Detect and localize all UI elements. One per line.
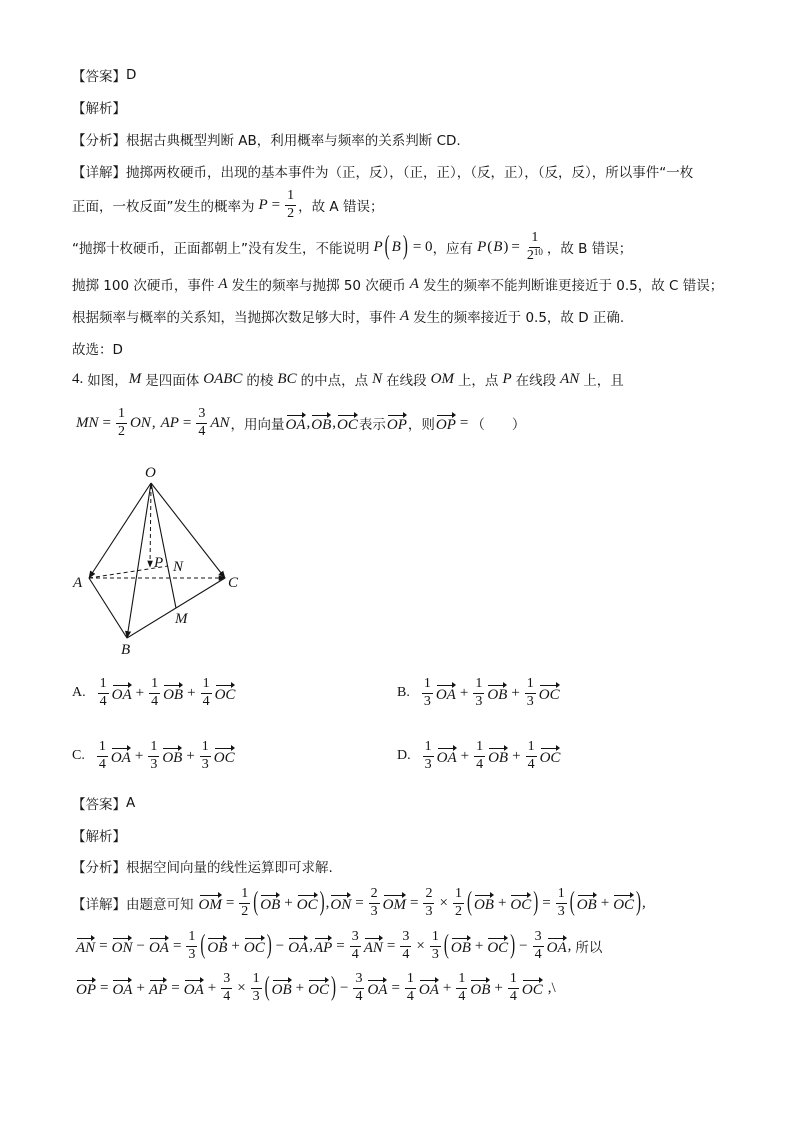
fraction — [221, 971, 232, 1004]
fraction-numerator: 1 — [556, 886, 567, 903]
detail-label: 【详解】 — [72, 165, 126, 181]
fraction — [400, 929, 411, 962]
right-paren: ) — [266, 930, 272, 960]
fraction-numerator: 1 — [423, 739, 434, 756]
stem-text: 在线段 — [515, 373, 557, 389]
fraction-denominator: 4 — [98, 756, 106, 772]
vector-om: OM — [199, 894, 222, 913]
stem-text: ，则 — [407, 417, 435, 433]
fraction — [369, 886, 380, 919]
fraction-denominator: 4 — [458, 988, 466, 1004]
fraction — [508, 971, 519, 1004]
plus-sign: + — [459, 684, 469, 701]
equals-sign: = — [459, 414, 469, 431]
choice-text: 故选：D — [72, 342, 123, 358]
fraction — [430, 929, 441, 962]
vector-term: OB — [162, 747, 182, 766]
equals-sign: = — [171, 979, 180, 996]
fraction — [423, 886, 434, 919]
stem-text: 在线段 — [386, 373, 427, 389]
fraction-denominator: 4 — [351, 946, 359, 962]
fraction-numerator: 2 — [369, 886, 380, 903]
fraction-numerator: 1 — [529, 230, 540, 247]
vector-ob: OB — [470, 979, 490, 998]
left-paren: ( — [253, 887, 259, 917]
left-paren: ( — [384, 231, 390, 261]
fraction-numerator: 1 — [508, 971, 519, 988]
fraction — [533, 929, 544, 962]
vector-term: OC — [539, 684, 560, 703]
fraction-numerator: 1 — [186, 929, 197, 946]
math-variable: P — [502, 370, 512, 387]
stem-text: ，用向量 — [230, 417, 285, 433]
fraction-denominator: 2 — [241, 903, 249, 919]
vector-ob: OB — [451, 937, 471, 956]
stem-text: 是四面体 — [145, 373, 200, 389]
right-paren: ) — [510, 930, 516, 960]
left-paren: ( — [264, 972, 270, 1002]
plus-sign: + — [187, 684, 196, 701]
fenxi-label: 【分析】 — [72, 860, 126, 876]
fraction-numerator: 3 — [221, 971, 232, 988]
plus-sign: + — [460, 747, 470, 764]
fraction-denominator: 3 — [423, 693, 431, 709]
fraction-denominator: 4 — [99, 693, 107, 709]
fraction-denominator: 4 — [151, 693, 159, 709]
vector-ob: OB — [260, 894, 280, 913]
fraction-denominator: 4 — [198, 423, 206, 439]
plus-sign: + — [134, 747, 144, 764]
vector-oa: OA — [367, 979, 387, 998]
fraction-numerator: 1 — [285, 188, 296, 205]
math-variable: AN — [560, 370, 580, 387]
fraction — [526, 739, 537, 772]
minus-sign: − — [339, 979, 349, 996]
fraction — [201, 676, 212, 709]
vector-ap: AP — [314, 937, 332, 956]
equals-sign: = — [511, 238, 520, 255]
answer-value: D — [126, 67, 137, 83]
fraction-denominator: 3 — [370, 903, 378, 919]
fraction-denominator: 4 — [509, 988, 517, 1004]
q4-detail-line-3 — [75, 968, 556, 1008]
vector-oc: OC — [613, 894, 634, 913]
vector-oa: OA — [112, 979, 132, 998]
vector-oa: OA — [419, 979, 439, 998]
vector-term: OC — [540, 747, 561, 766]
right-paren: ) — [533, 887, 539, 917]
vector-ap: AP — [149, 979, 167, 998]
fraction-denominator: 3 — [424, 756, 432, 772]
detail-text: ，故 B 错误； — [546, 241, 633, 257]
q4-fenxi-line — [72, 846, 333, 886]
comma: , — [567, 937, 572, 954]
option-label: D. — [397, 748, 411, 763]
math-variable: B — [493, 238, 503, 255]
comma: , — [642, 894, 646, 911]
minus-sign: − — [519, 937, 528, 954]
detail-text: 发生的频率接近于 0.5，故 D 正确. — [413, 310, 625, 326]
fraction — [239, 886, 250, 919]
vector-oa: OA — [149, 937, 169, 956]
equals-sign: = — [391, 979, 400, 996]
detail-text: 抛掷 100 次硬币，事件 — [72, 278, 215, 294]
vector-on: ON — [330, 894, 351, 913]
stem-text: 的中点，点 — [300, 373, 369, 389]
fraction-denominator: 3 — [526, 693, 534, 709]
left-paren: ( — [487, 238, 493, 255]
fraction — [196, 406, 207, 439]
equals-sign: = — [355, 894, 364, 911]
stem-text: 表示 — [358, 417, 386, 433]
q4-detail-line-1 — [72, 883, 646, 923]
vector-oc: OC — [297, 894, 318, 913]
fraction-numerator: 1 — [116, 406, 127, 423]
vector-op: OP — [76, 979, 96, 998]
math-expression: = 0 — [412, 238, 433, 255]
stem-text: 上，点 — [457, 373, 499, 389]
equals-sign: = — [336, 937, 345, 954]
fraction-numerator: 3 — [353, 971, 364, 988]
math-variable: AP — [160, 414, 179, 431]
fraction-denominator: 3 — [201, 756, 209, 772]
fraction-numerator: 3 — [196, 406, 207, 423]
fraction — [453, 886, 464, 919]
vector-oc: OC — [487, 937, 508, 956]
power-exponent: 10 — [533, 246, 543, 257]
edge-oa — [89, 483, 151, 578]
math-variable: P — [258, 196, 268, 213]
times-sign: × — [439, 894, 448, 911]
vector-term: OA — [112, 684, 132, 703]
answer-label: 【答案】 — [72, 797, 126, 813]
vector-oc: OC — [244, 937, 265, 956]
vector-oa: OA — [286, 414, 306, 433]
fraction-denominator: 3 — [475, 693, 483, 709]
detail-text: 正面，一枚反面”发生的概率为 — [72, 199, 255, 215]
minus-sign: − — [136, 937, 145, 954]
label-n: N — [173, 559, 184, 575]
fraction-numerator: 1 — [239, 886, 250, 903]
fraction — [474, 739, 485, 772]
q3-detail-line-3 — [72, 227, 632, 267]
times-sign: × — [416, 937, 425, 954]
question-number: 4. — [72, 370, 84, 387]
equals-sign: = — [386, 937, 396, 954]
plus-sign: + — [284, 894, 293, 911]
comma: , — [332, 414, 337, 431]
fraction — [148, 739, 159, 772]
label-b: B — [121, 642, 131, 658]
fraction-numerator: 2 — [423, 886, 434, 903]
segment-om — [151, 483, 176, 608]
vector-term: OC — [214, 747, 235, 766]
fraction — [285, 188, 296, 221]
right-paren: ) — [330, 972, 336, 1002]
option-d — [397, 736, 561, 776]
vector-ob: OB — [474, 894, 494, 913]
comma: , — [325, 894, 330, 911]
plus-sign: + — [474, 937, 484, 954]
math-variable: P — [373, 238, 383, 255]
minus-sign: − — [275, 937, 285, 954]
plus-sign: + — [497, 894, 507, 911]
q3-detail-line-5 — [72, 296, 624, 336]
vector-term: OA — [436, 684, 456, 703]
left-paren: ( — [443, 930, 449, 960]
label-o: O — [145, 465, 156, 481]
option-c — [72, 736, 236, 776]
fraction-denominator: 4 — [355, 988, 363, 1004]
left-paren: ( — [569, 887, 575, 917]
math-variable: B — [391, 238, 401, 255]
fraction-numerator: 1 — [526, 739, 537, 756]
fraction-denominator — [525, 248, 545, 264]
equals-sign: = — [542, 894, 551, 911]
fraction-numerator: 1 — [97, 739, 108, 756]
fraction-numerator: 1 — [251, 971, 262, 988]
answer-value: A — [126, 795, 136, 811]
jiexi-label: 【解析】 — [72, 101, 126, 117]
fraction-numerator: 1 — [453, 886, 464, 903]
math-variable: M — [128, 370, 142, 387]
fraction — [149, 676, 160, 709]
comma: , — [309, 937, 313, 954]
edge-ab — [89, 578, 127, 638]
fraction-numerator: 1 — [149, 676, 160, 693]
vector-on: ON — [112, 937, 133, 956]
plus-sign: + — [186, 747, 195, 764]
option-a — [72, 673, 236, 713]
fraction-denominator: 3 — [425, 903, 433, 919]
vector-oa: OA — [547, 937, 567, 956]
fraction-numerator: 1 — [201, 676, 212, 693]
q4-stem-line-1 — [72, 359, 624, 399]
fraction — [98, 676, 109, 709]
fraction — [456, 971, 467, 1004]
math-variable: MN — [76, 414, 99, 431]
vector-op: OP — [436, 414, 456, 433]
stem-text: 上，且 — [583, 373, 624, 389]
label-a: A — [73, 575, 83, 591]
fraction-denominator: 3 — [252, 988, 260, 1004]
option-label: C. — [72, 748, 85, 763]
plus-sign: + — [600, 894, 610, 911]
fraction-numerator: 3 — [350, 929, 361, 946]
math-variable: P — [477, 238, 487, 255]
math-variable: N — [372, 370, 383, 387]
plus-sign: + — [295, 979, 305, 996]
detail-text: ，故 A 错误； — [298, 199, 384, 215]
vector-term: OC — [215, 684, 236, 703]
fraction-denominator: 4 — [202, 693, 210, 709]
fraction — [116, 406, 127, 439]
vector-term: OA — [111, 747, 131, 766]
equals-sign: = — [410, 894, 419, 911]
vector-term: OB — [487, 684, 507, 703]
fraction — [200, 739, 211, 772]
vector-ob: OB — [311, 414, 331, 433]
vector-oc: OC — [522, 979, 543, 998]
jiexi-label: 【解析】 — [72, 829, 126, 845]
math-variable: OABC — [203, 370, 243, 387]
vector-oc: OC — [510, 894, 531, 913]
fraction — [473, 676, 484, 709]
label-m: M — [175, 611, 188, 627]
plus-sign: + — [442, 979, 452, 996]
vector-term: OA — [437, 747, 457, 766]
answer-label: 【答案】 — [72, 69, 126, 85]
vector-oa: OA — [288, 937, 308, 956]
vector-oa: OA — [184, 979, 204, 998]
fraction — [556, 886, 567, 919]
math-variable: A — [409, 275, 419, 292]
fraction — [350, 929, 361, 962]
fraction-numerator: 3 — [533, 929, 544, 946]
plus-sign: + — [512, 747, 521, 764]
detail-text: 根据频率与概率的关系知，当抛掷次数足够大时，事件 — [72, 310, 396, 326]
plus-sign: + — [135, 684, 145, 701]
fraction — [422, 676, 433, 709]
q4-stem-line-2 — [75, 403, 525, 443]
answer-blank: （ ） — [471, 417, 526, 433]
fraction — [186, 929, 197, 962]
fraction-denominator: 3 — [431, 946, 439, 962]
plus-sign: + — [511, 684, 520, 701]
plus-sign: + — [231, 937, 240, 954]
math-variable: A — [400, 307, 410, 324]
fraction-denominator: 4 — [534, 946, 542, 962]
right-paren: ) — [402, 231, 408, 261]
detail-text: 抛掷两枚硬币，出现的基本事件为（正，反），（正，正），（反，正），（反，反），所以事件“一枚 — [126, 165, 694, 181]
edge-ob — [127, 483, 151, 638]
fraction-denominator: 3 — [557, 903, 565, 919]
math-variable: A — [218, 275, 228, 292]
fraction-numerator: 1 — [456, 971, 467, 988]
detail-label: 【详解】 — [72, 897, 126, 913]
fraction-denominator: 4 — [402, 946, 410, 962]
equals-sign: = — [271, 196, 281, 213]
right-paren: ) — [503, 238, 509, 255]
q3-detail-line-2 — [72, 185, 383, 225]
vector-op-dashed — [150, 485, 151, 567]
label-p: P — [154, 555, 164, 571]
fraction-numerator: 1 — [473, 676, 484, 693]
fraction-numerator: 1 — [474, 739, 485, 756]
vector-term: OB — [163, 684, 183, 703]
equals-sign: = — [182, 414, 192, 431]
vector-oc: OC — [337, 414, 358, 433]
fraction-denominator: 2 — [454, 903, 462, 919]
plus-sign: + — [136, 979, 145, 996]
left-paren: ( — [466, 887, 472, 917]
vector-term: OB — [488, 747, 508, 766]
stem-text: 的棱 — [246, 373, 274, 389]
right-paren: ) — [636, 887, 642, 917]
fraction-denominator: 2 — [117, 423, 125, 439]
fraction-numerator: 1 — [200, 739, 211, 756]
tetrahedron-figure — [70, 458, 250, 663]
fraction-numerator: 1 — [422, 676, 433, 693]
detail-text: ，应有 — [432, 241, 474, 257]
fenxi-label: 【分析】 — [72, 133, 126, 149]
fraction-denominator: 3 — [150, 756, 158, 772]
equals-sign: = — [100, 979, 109, 996]
fraction-numerator: 1 — [98, 676, 109, 693]
stem-text: 如图， — [87, 373, 128, 389]
fenxi-text: 根据空间向量的线性运算即可求解. — [126, 860, 333, 876]
fraction-denominator: 4 — [223, 988, 231, 1004]
plus-sign: + — [207, 979, 217, 996]
math-variable: BC — [277, 370, 297, 387]
equals-sign: = — [102, 414, 111, 431]
math-variable: AN — [210, 414, 230, 431]
label-c: C — [228, 575, 239, 591]
fenxi-text: 根据古典概型判断 AB，利用概率与频率的关系判断 CD. — [126, 133, 461, 149]
fraction — [525, 676, 536, 709]
fraction-denominator: 2 — [287, 205, 295, 221]
vector-om: OM — [383, 894, 406, 913]
times-sign: × — [237, 979, 246, 996]
detail-text: 所以 — [575, 940, 603, 956]
detail-text: “抛掷十枚硬币，正面都朝上”没有发生，不能说明 — [72, 241, 370, 257]
comma: , — [306, 414, 311, 431]
fraction-numerator: 3 — [400, 929, 411, 946]
math-variable: OM — [430, 370, 454, 387]
right-paren: ) — [319, 887, 325, 917]
fraction — [423, 739, 434, 772]
vector-ob: OB — [577, 894, 597, 913]
fraction-numerator: 1 — [405, 971, 416, 988]
vector-oc: OC — [308, 979, 329, 998]
detail-intro: 由题意可知 — [126, 897, 194, 913]
plus-sign: + — [494, 979, 503, 996]
left-paren: ( — [200, 930, 206, 960]
fraction — [353, 971, 364, 1004]
comma: , — [151, 414, 156, 431]
fraction — [405, 971, 416, 1004]
fraction-denominator: 4 — [406, 988, 414, 1004]
detail-text: 发生的频率不能判断谁更接近于 0.5，故 C 错误； — [422, 278, 724, 294]
detail-text: 发生的频率与抛掷 50 次硬币 — [231, 278, 406, 294]
equals-sign: = — [172, 937, 182, 954]
fraction-numerator: 1 — [430, 929, 441, 946]
power-base: 2 — [526, 247, 534, 263]
option-b — [397, 673, 561, 713]
math-variable: ON — [129, 414, 151, 431]
equals-sign: = — [225, 894, 235, 911]
fraction — [525, 230, 545, 263]
fraction-numerator: 1 — [525, 676, 536, 693]
q4-detail-line-2 — [75, 926, 602, 966]
vector-ob: OB — [207, 937, 227, 956]
option-label: B. — [397, 685, 410, 700]
fraction-numerator: 1 — [148, 739, 159, 756]
fraction-denominator: 4 — [476, 756, 484, 772]
vector-op: OP — [387, 414, 407, 433]
equals-sign: = — [99, 937, 108, 954]
vector-an: AN — [364, 937, 383, 956]
fraction-denominator: 4 — [527, 756, 535, 772]
option-label: A. — [72, 685, 86, 700]
line-tail: ,\ — [547, 979, 556, 996]
fraction — [97, 739, 108, 772]
vector-an: AN — [76, 937, 95, 956]
fraction — [251, 971, 262, 1004]
fraction-denominator: 3 — [188, 946, 196, 962]
vector-ob: OB — [272, 979, 292, 998]
